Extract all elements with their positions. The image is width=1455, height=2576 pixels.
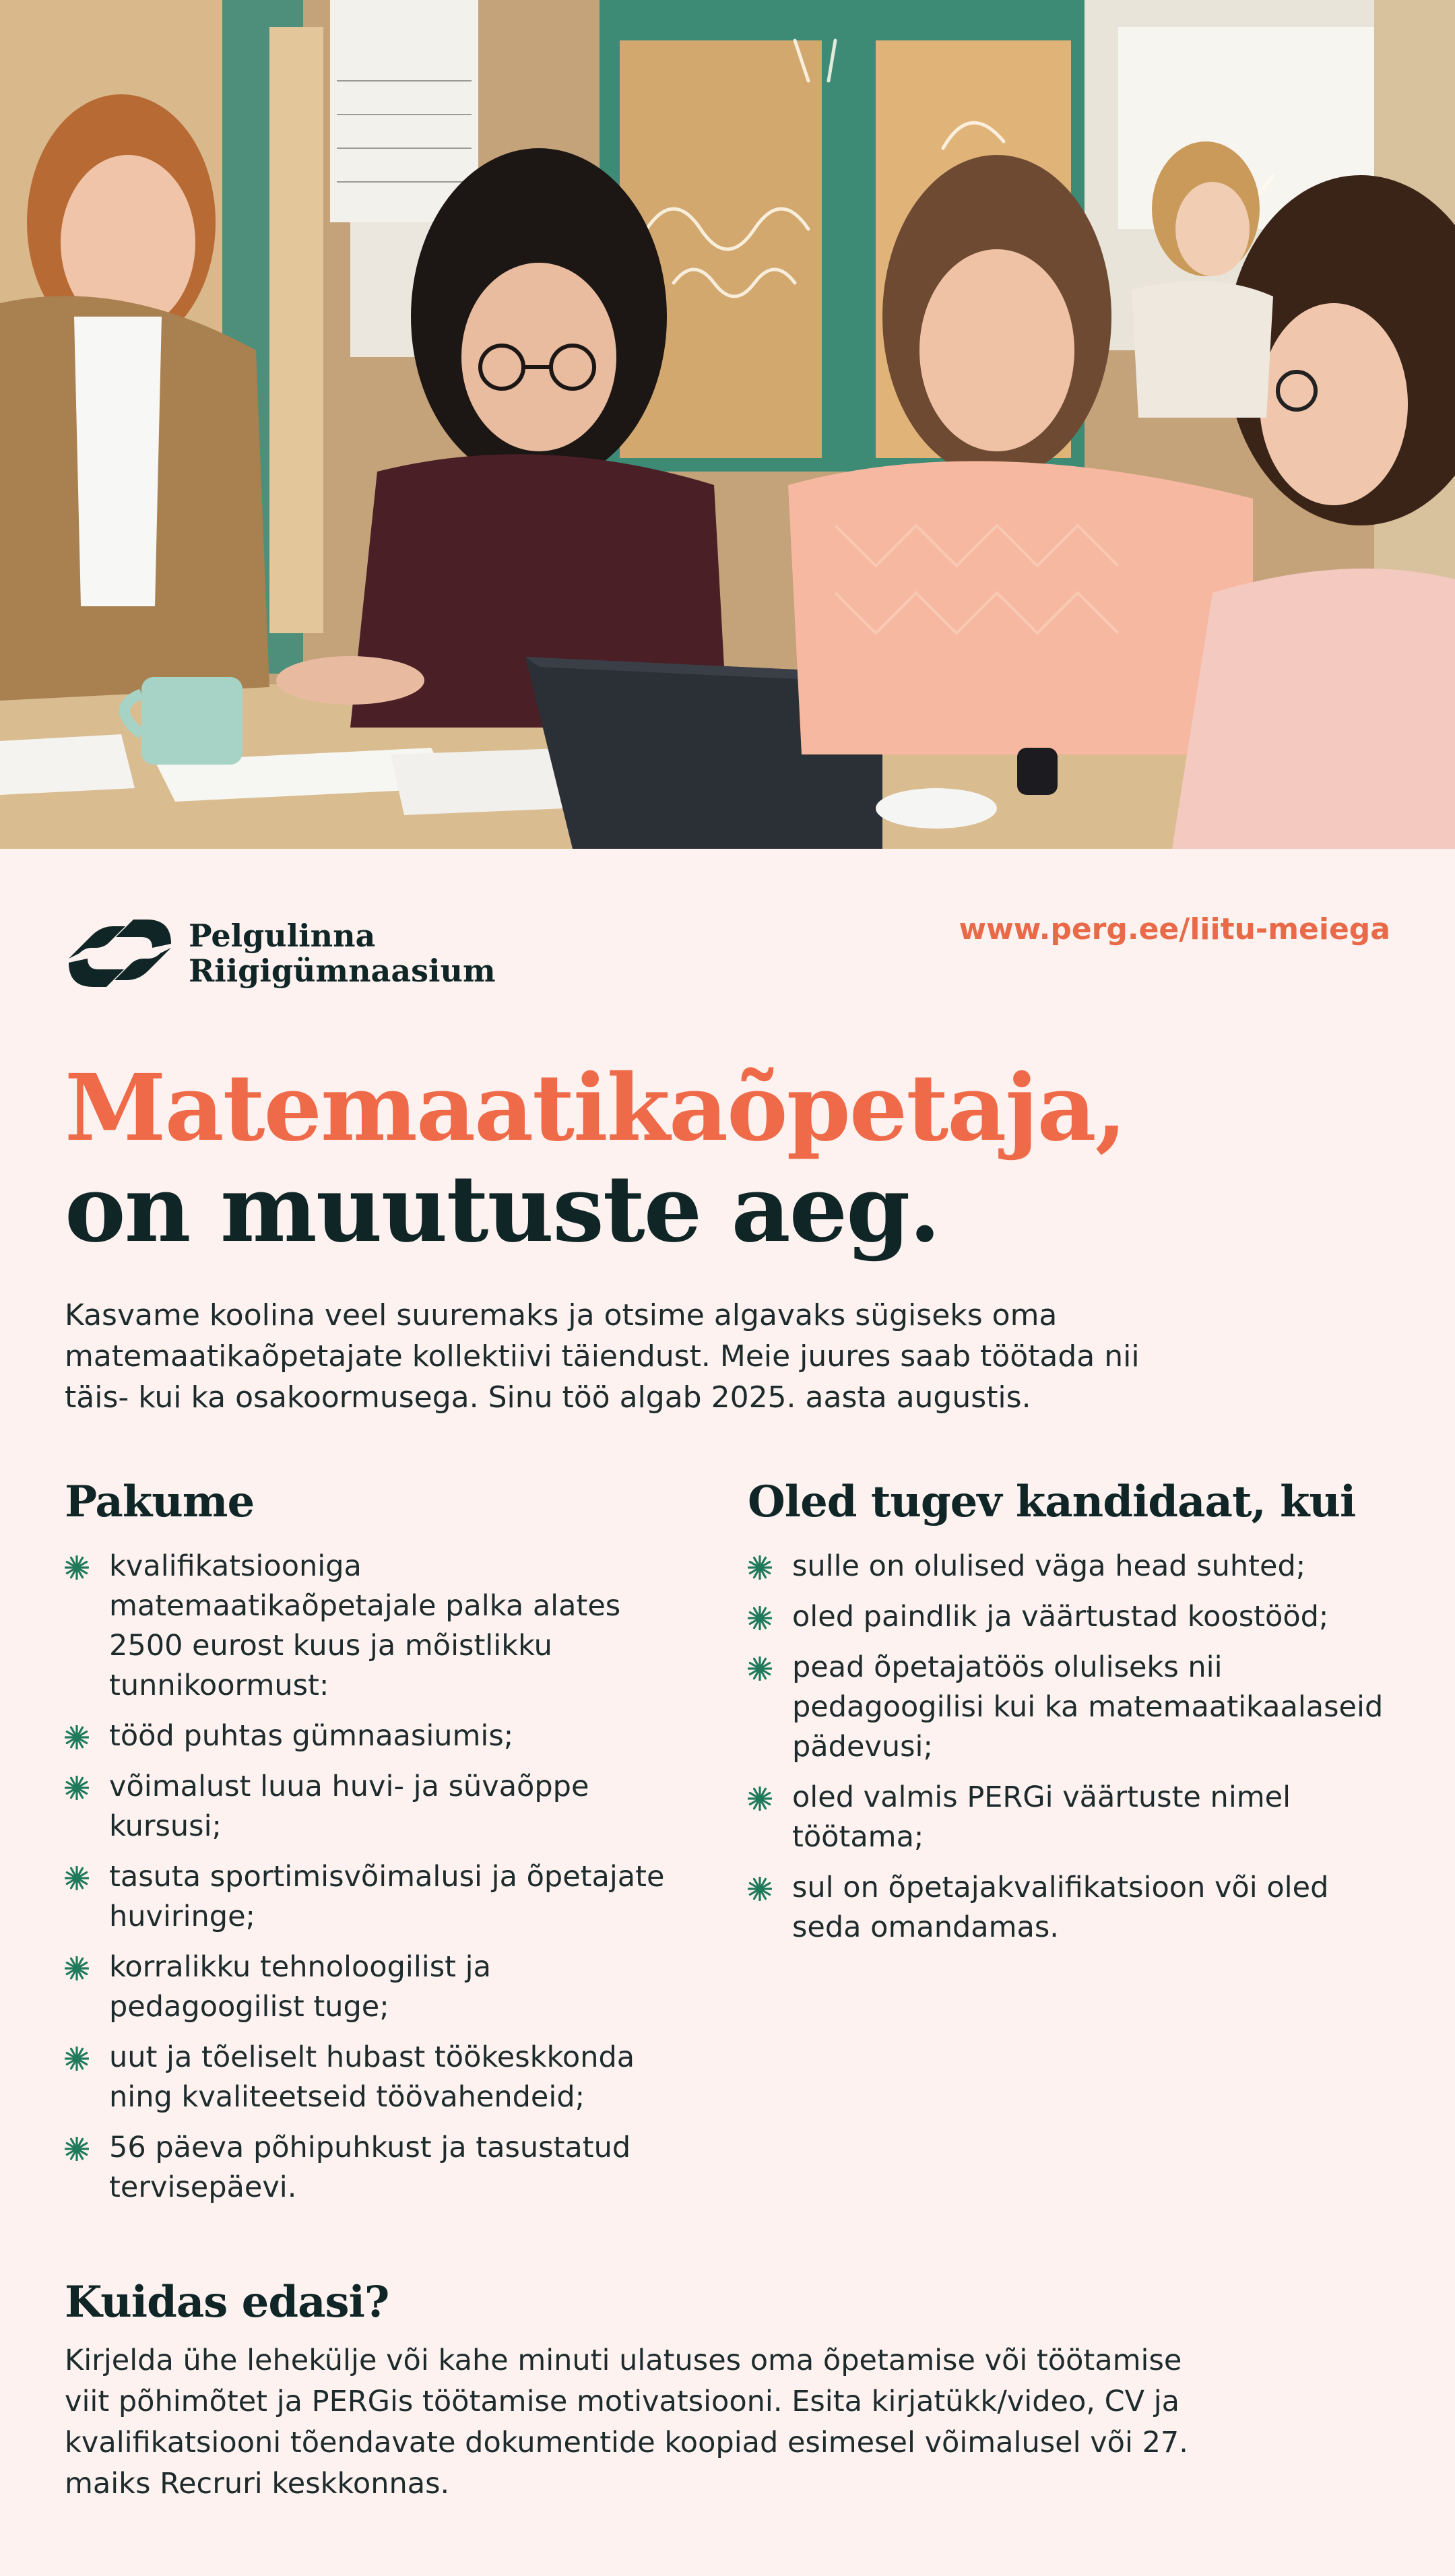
starburst-bullet-icon bbox=[748, 1606, 772, 1630]
page-title bbox=[65, 1054, 1126, 1263]
list-item bbox=[65, 2038, 691, 2117]
list-item-text: sul on õpetajakvalifikatsioon või oled seda omandamas. bbox=[792, 1871, 1329, 1944]
list-item bbox=[748, 1648, 1394, 1767]
starburst-bullet-icon bbox=[65, 2047, 89, 2071]
list-item bbox=[65, 2128, 691, 2208]
list-item-text: oled paindlik ja väärtustad koostööd; bbox=[792, 1600, 1329, 1634]
candidate-section bbox=[748, 1475, 1394, 1958]
title-line-1: Matemaatikaõpetaja, bbox=[65, 1054, 1126, 1162]
intro-paragraph: Kasvame koolina veel suuremaks ja otsime algavaks sügiseks oma matemaatikaõpetajate kollektiivi täiendust. Meie juures saab töötada nii täis- kui ka osakoormusega. Sinu töö algab 2025. aasta augustis. bbox=[65, 1298, 1140, 1415]
starburst-bullet-icon bbox=[748, 1786, 772, 1811]
list-item-text: võimalust luua huvi- ja süvaõppe kursusi; bbox=[109, 1770, 589, 1843]
starburst-bullet-icon bbox=[65, 1956, 89, 1981]
list-item-text: korralikku tehnoloogilist ja pedagoogilist tuge; bbox=[109, 1950, 491, 2024]
list-item bbox=[748, 1778, 1394, 1857]
list-item bbox=[65, 1716, 691, 1756]
title-line-2: on muutuste aeg. bbox=[65, 1155, 940, 1263]
starburst-bullet-icon bbox=[65, 1725, 89, 1749]
candidate-list bbox=[748, 1547, 1394, 1947]
logo-line-2: Riigigümnaasium bbox=[189, 953, 496, 989]
list-item-text: oled valmis PERGi väärtuste nimel töötama; bbox=[792, 1780, 1291, 1854]
starburst-bullet-icon bbox=[65, 1776, 89, 1800]
list-item bbox=[748, 1597, 1394, 1637]
hero-photo-illustration bbox=[0, 0, 1455, 849]
school-logo[interactable] bbox=[65, 909, 496, 997]
perg-logo-icon bbox=[65, 911, 175, 995]
next-steps-section bbox=[65, 2276, 1223, 2505]
list-item bbox=[748, 1868, 1394, 1947]
starburst-bullet-icon bbox=[65, 1866, 89, 1890]
starburst-bullet-icon bbox=[65, 2137, 89, 2161]
offer-list bbox=[65, 1547, 691, 2208]
list-item bbox=[65, 1547, 691, 1706]
list-item-text: tasuta sportimisvõimalusi ja õpetajate huviringe; bbox=[109, 1860, 665, 1933]
list-item-text: kvalifikatsiooniga matemaatikaõpetajale palka alates 2500 eurost kuus ja mõistlikku tunnikoormust: bbox=[109, 1549, 621, 1702]
logo-wordmark bbox=[189, 918, 496, 988]
list-item bbox=[748, 1547, 1394, 1586]
next-steps-heading: Kuidas edasi? bbox=[65, 2277, 389, 2327]
list-item-text: uut ja tõeliselt hubast töökeskkonda ning kvaliteetseid töövahendeid; bbox=[109, 2040, 635, 2114]
list-item-text: 56 päeva põhipuhkust ja tasustatud tervisepäevi. bbox=[109, 2131, 631, 2204]
next-steps-text: Kirjelda ühe lehekülje või kahe minuti ulatuses oma õpetamise või töötamise viit põhimõtet ja PERGis töötamise motivatsiooni. Esita kirjatükk/video, CV ja kvalifikatsiooni tõendavate dokumentide koopiad esimesel võimalusel või 27. maiks Recruri keskkonnas. bbox=[65, 2344, 1188, 2501]
list-item-text: sulle on olulised väga head suhted; bbox=[792, 1549, 1306, 1583]
list-item bbox=[65, 1947, 691, 2027]
starburst-bullet-icon bbox=[748, 1656, 772, 1681]
list-item bbox=[65, 1857, 691, 1937]
hero-photo bbox=[0, 0, 1455, 849]
join-us-link[interactable]: www.perg.ee/liitu-meiega bbox=[959, 912, 1390, 946]
list-item bbox=[65, 1767, 691, 1846]
starburst-bullet-icon bbox=[748, 1877, 772, 1901]
candidate-heading: Oled tugev kandidaat, kui bbox=[748, 1477, 1356, 1527]
offer-heading: Pakume bbox=[65, 1477, 255, 1527]
offer-section bbox=[65, 1475, 691, 2218]
logo-line-1: Pelgulinna bbox=[189, 917, 376, 954]
list-item-text: pead õpetajatöös oluliseks nii pedagoogilisi kui ka matemaatikaalaseid pädevusi; bbox=[792, 1650, 1384, 1764]
starburst-bullet-icon bbox=[748, 1555, 772, 1580]
list-item-text: tööd puhtas gümnaasiumis; bbox=[109, 1719, 514, 1753]
starburst-bullet-icon bbox=[65, 1555, 89, 1580]
